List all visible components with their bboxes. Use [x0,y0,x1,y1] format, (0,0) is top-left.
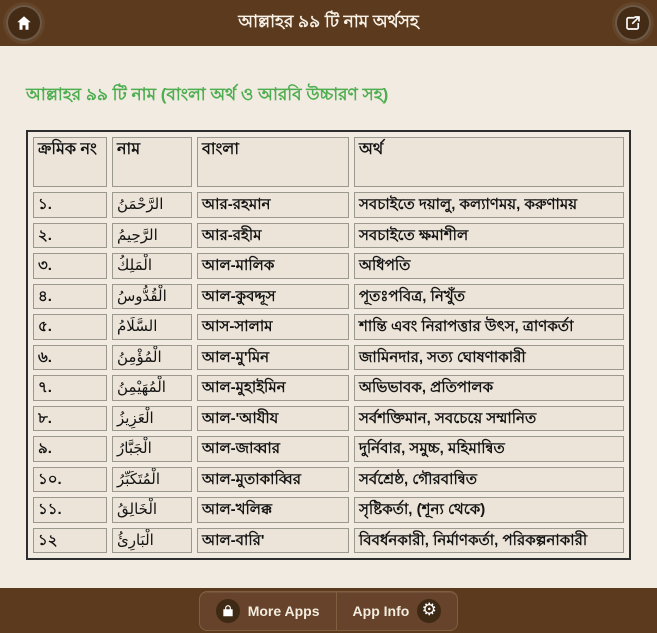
arabic-name: الْجَبَّارُ [112,436,192,462]
serial-number: ৬. [33,345,107,371]
arabic-name: الْمَلِكُ [112,253,192,279]
meaning-text: বিবর্ধনকারী, নির্মাণকর্তা, পরিকল্পনাকারী [354,528,624,554]
serial-number: ৩. [33,253,107,279]
table-row [33,314,624,340]
more-apps-button[interactable] [200,592,336,630]
arabic-name: الْمُهَيْمِنُ [112,375,192,401]
meaning-text: পূতঃপবিত্র, নিখুঁত [354,284,624,310]
meaning-text: সবচাইতে ক্ষমাশীল [354,223,624,249]
header-serial: ক্রমিক নং [33,137,107,187]
page-heading: আল্লাহর ৯৯ টি নাম (বাংলা অর্থ ও আরবি উচ্চারণ সহ) [26,85,389,104]
table-row [33,223,624,249]
table-header-row [33,137,624,187]
arabic-name: الْمُتَكَبِّرُ [112,467,192,493]
bangla-name: আল-মু'মিন [197,345,349,371]
table-row [33,345,624,371]
bangla-name: আল-বারি' [197,528,349,554]
meaning-text: সর্বশ্রেষ্ঠ, গৌরবান্বিত [354,467,624,493]
table-row [33,375,624,401]
names-table [26,130,631,560]
table-row [33,284,624,310]
arabic-name: الرَّحِيمُ [112,223,192,249]
bangla-name: আর-রহীম [197,223,349,249]
serial-number: ৯. [33,436,107,462]
home-button[interactable] [6,5,42,41]
header-meaning: অর্থ [354,137,624,187]
meaning-text: দুর্নিবার, সমুচ্চ, মহিমান্বিত [354,436,624,462]
table-row [33,192,624,218]
header-bangla: বাংলা [197,137,349,187]
serial-number: ৫. [33,314,107,340]
table-row [33,497,624,523]
bangla-name: আল-'আযীয [197,406,349,432]
serial-number: ১১. [33,497,107,523]
arabic-name: الْقُدُّوسُ [112,284,192,310]
share-button[interactable] [615,5,651,41]
header-name: নাম [112,137,192,187]
meaning-text: জামিনদার, সত্য ঘোষণাকারী [354,345,624,371]
shopping-bag-icon [216,599,240,623]
bangla-name: আস-সালাম [197,314,349,340]
home-icon [15,14,33,32]
main-content [0,46,657,633]
more-apps-label: More Apps [247,602,320,619]
bangla-name: আল-জাব্বার [197,436,349,462]
table-row [33,467,624,493]
app-title: আল্লাহর ৯৯ টি নাম অর্থসহ [238,12,419,31]
arabic-name: السَّلَامُ [112,314,192,340]
meaning-text: সৃষ্টিকর্তা, (শূন্য থেকে) [354,497,624,523]
bangla-name: আল-মুতাকাব্বির [197,467,349,493]
arabic-name: الْمُؤْمِنُ [112,345,192,371]
arabic-name: الْخَالِقُ [112,497,192,523]
bangla-name: আল-কুবদ্দূস [197,284,349,310]
serial-number: ৭. [33,375,107,401]
bangla-name: আল-মুহাইমিন [197,375,349,401]
table-row [33,528,624,554]
arabic-name: الْعَزِيزُ [112,406,192,432]
meaning-text: অভিভাবক, প্রতিপালক [354,375,624,401]
serial-number: ১. [33,192,107,218]
arabic-name: الرَّحْمَنُ [112,192,192,218]
bottom-button-group [199,591,459,631]
bangla-name: আল-খলিক্ক [197,497,349,523]
table-row [33,436,624,462]
serial-number: ১০. [33,467,107,493]
bangla-name: আল-মালিক [197,253,349,279]
app-bar [0,0,657,46]
serial-number: ৮. [33,406,107,432]
bangla-name: আর-রহমান [197,192,349,218]
arabic-name: الْبَارِئُ [112,528,192,554]
meaning-text: সর্বশক্তিমান, সবচেয়ে সম্মানিত [354,406,624,432]
table-row [33,253,624,279]
meaning-text: অধিপতি [354,253,624,279]
gear-icon: ⚙ [417,599,441,623]
meaning-text: সবচাইতে দয়ালু, কল্যাণময়, করুণাময় [354,192,624,218]
table-row [33,406,624,432]
meaning-text: শান্তি এবং নিরাপত্তার উৎস, ত্রাণকর্তা [354,314,624,340]
app-info-button[interactable] [336,592,458,630]
serial-number: ১২ [33,528,107,554]
serial-number: ৪. [33,284,107,310]
serial-number: ২. [33,223,107,249]
bottom-bar [0,588,657,633]
app-info-label: App Info [352,602,410,619]
share-icon [624,14,642,32]
